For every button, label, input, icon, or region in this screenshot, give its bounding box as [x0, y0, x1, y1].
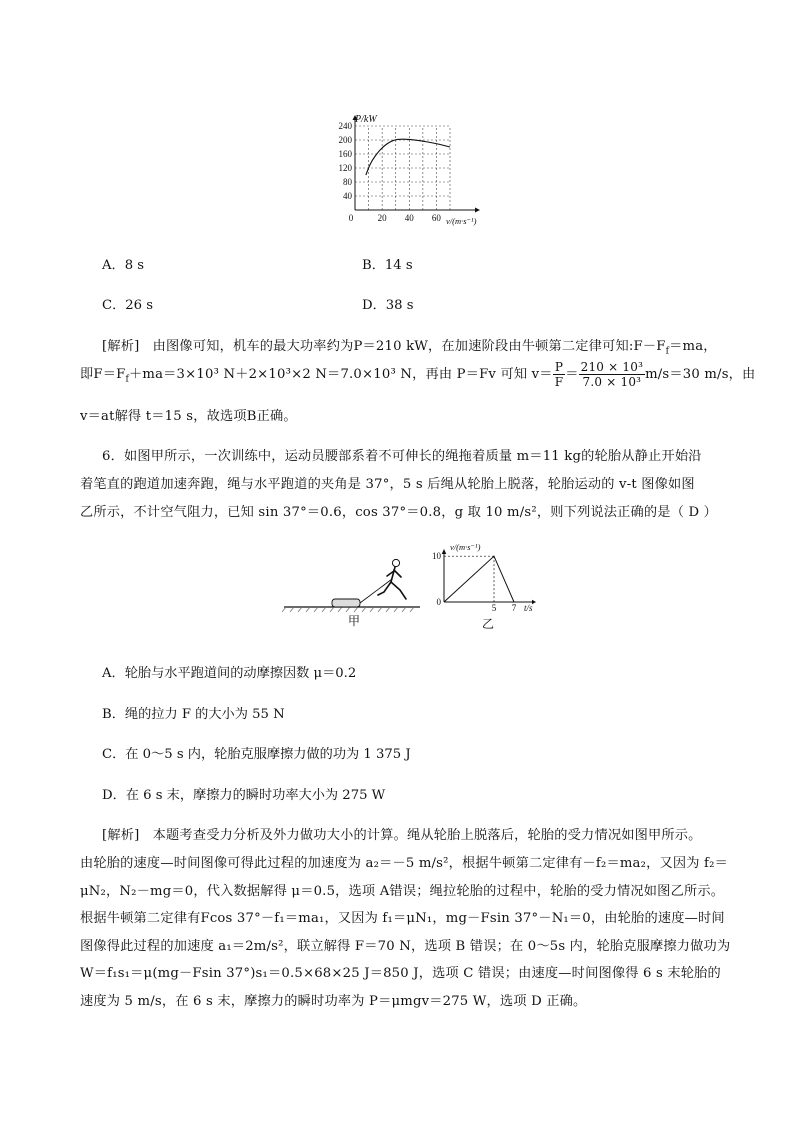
- q6-analysis-line-7: 速度为 5 m/s，在 6 s 末，摩擦力的瞬时功率为 P＝μmgv＝275 W，选项 D 正确。: [80, 994, 587, 1009]
- option-b: B．14 s: [362, 258, 413, 273]
- x-tick-label: 40: [404, 213, 414, 223]
- option-c: C．26 s: [102, 298, 154, 313]
- analysis-text: m/s＝30 m/s，由: [645, 367, 756, 382]
- y-tick-label: 40: [343, 191, 352, 201]
- subscript: f: [665, 346, 670, 357]
- q6-stem-line-2: 着笔直的跑道加速奔跑，绳与水平跑道的夹角是 37°，5 s 后绳从轮胎上脱落，轮胎运动的 v-t 图像如图: [80, 477, 695, 492]
- rope: [360, 579, 392, 603]
- y-tick-labels: [432, 551, 442, 607]
- x-tick-label: 0: [348, 213, 354, 223]
- analysis-tag: [解析]: [102, 828, 140, 843]
- analysis-text: ＋ma＝3×10³ N＋2×10³×2 N＝7.0×10³ N，再由 P＝Fv 可知 v＝: [129, 367, 553, 382]
- tire: [332, 599, 360, 607]
- runner-icon: [378, 559, 406, 599]
- y-axis-label: v/(m·s⁻¹): [450, 542, 481, 552]
- analysis-tag: [解析]: [102, 339, 140, 354]
- chart-axes: [353, 115, 481, 213]
- x-tick-labels: [492, 603, 517, 613]
- y-tick-label: 120: [338, 163, 352, 173]
- x-arrow-icon: [532, 600, 536, 605]
- chart-axes: [442, 549, 536, 604]
- q5-analysis-line-3: v＝at解得 t＝15 s，故选项B正确。: [80, 409, 297, 424]
- q6-analysis-line-4: 根据牛顿第二定律有Fcos 37°－f₁＝ma₁，又因为 f₁＝μN₁，mg－Fsin 37°－N₁＝0，由轮胎的速度—时间: [80, 911, 725, 926]
- q6-option-b: B．绳的拉力 F 的大小为 55 N: [102, 707, 285, 722]
- equals: ＝: [565, 367, 579, 382]
- x-tick-label: 7: [511, 603, 517, 613]
- analysis-text: ＝ma，: [669, 339, 717, 354]
- figure-left-label: 甲: [348, 614, 361, 628]
- x-arrow-icon: [475, 208, 480, 213]
- q6-stem-line-1: 6．如图甲所示，一次训练中，运动员腰部系着不可伸长的绳拖着质量 m＝11 kg的轮胎从静止开始沿: [102, 449, 702, 464]
- y-tick-labels: [339, 121, 353, 201]
- fraction-p-over-f: $\frac{P}{F}$: [554, 360, 564, 389]
- analysis-text: 即F＝F: [80, 367, 126, 382]
- y-tick-label: 200: [338, 135, 352, 145]
- x-tick-label: 5: [491, 603, 497, 613]
- runner-figure: [282, 552, 422, 632]
- q6-stem-line-3: 乙所示，不计空气阻力，已知 sin 37°＝0.6，cos 37°＝0.8，g 取 10 m/s²，则下列说法正确的是（ D ）: [80, 505, 718, 520]
- y-axis-label: P/kW: [355, 114, 377, 125]
- q5-analysis-line-2: [80, 360, 755, 389]
- power-curve: [366, 139, 450, 175]
- q5-analysis-line-1: [102, 335, 717, 357]
- x-axis-label: t/s: [524, 603, 533, 613]
- velocity-time-chart: [432, 540, 542, 632]
- analysis-text: 由图像可知，机车的最大功率约为P＝210 kW，在加速阶段由牛顿第二定律可知:F－F: [152, 339, 666, 354]
- q6-option-d: D．在 6 s 末，摩擦力的瞬时功率大小为 275 W: [102, 788, 386, 803]
- velocity-line: [444, 556, 514, 602]
- x-axis-label: v/(m·s⁻¹): [446, 216, 477, 226]
- analysis-text: 本题考查受力分析及外力做功大小的计算。绳从轮胎上脱落后，轮胎的受力情况如图甲所示。: [152, 828, 702, 843]
- x-tick-label: 20: [377, 213, 387, 223]
- x-tick-labels: [349, 213, 442, 223]
- q6-analysis-line-1: [102, 824, 702, 843]
- option-d: D．38 s: [362, 298, 414, 313]
- power-velocity-chart: [325, 112, 495, 232]
- figure-right-label: 乙: [482, 617, 495, 631]
- y-tick-label: 0: [436, 597, 441, 607]
- q6-analysis-line-3: μN₂，N₂－mg＝0，代入数据解得 μ＝0.5，选项 A错误；绳拉轮胎的过程中，轮胎的受力情况如图乙所示。: [80, 884, 725, 899]
- y-tick-label: 10: [432, 551, 441, 562]
- y-arrow-icon: [442, 549, 447, 554]
- y-tick-label: 240: [338, 121, 352, 131]
- q6-analysis-line-6: W＝f₁s₁＝μ(mg－Fsin 37°)s₁＝0.5×68×25 J＝850 J，选项 C 错误；由速度—时间图像得 6 s 末轮胎的: [80, 966, 721, 981]
- y-tick-label: 80: [343, 177, 352, 187]
- q6-analysis-line-5: 图像得此过程的加速度 a₁＝2m/s²，联立解得 F＝70 N，选项 B 错误；在 0～5s 内，轮胎克服摩擦力做功为: [80, 939, 731, 954]
- x-tick-label: 60: [431, 213, 441, 223]
- fraction-values: $\frac{\text{210 × 10³}}{\text{7.0 × 10³}}$: [580, 360, 644, 389]
- option-a: A．8 s: [102, 258, 145, 273]
- chart-grid: [355, 126, 450, 210]
- subscript: f: [125, 374, 130, 385]
- q6-option-c: C．在 0～5 s 内，轮胎克服摩擦力做的功为 1 375 J: [102, 747, 411, 762]
- q6-option-a: A．轮胎与水平跑道间的动摩擦因数 μ＝0.2: [102, 666, 357, 681]
- y-tick-label: 160: [338, 149, 352, 159]
- q6-analysis-line-2: 由轮胎的速度—时间图像可得此过程的加速度为 a₂＝－5 m/s²，根据牛顿第二定律有－f₂＝ma₂，又因为 f₂＝: [80, 856, 729, 871]
